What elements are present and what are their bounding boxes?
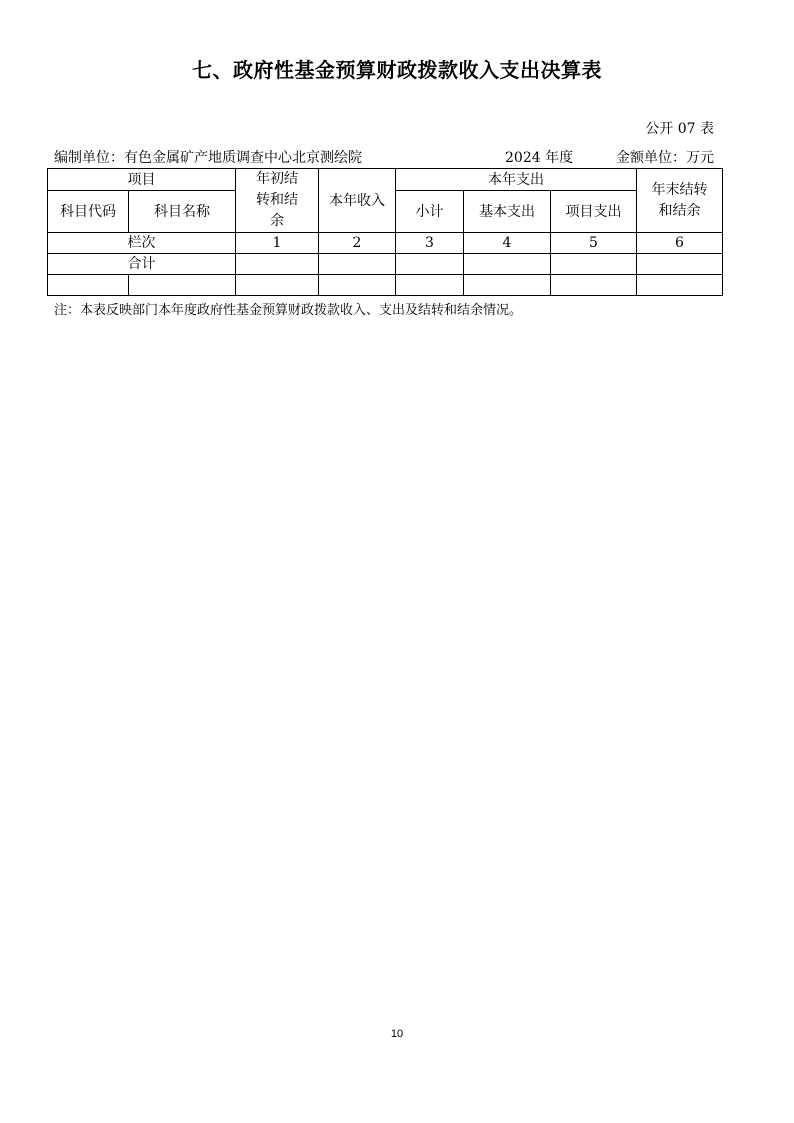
table-cell: [319, 275, 396, 296]
column-number-cell: 6: [637, 233, 723, 254]
form-number: 公开 07 表: [645, 121, 714, 137]
total-label: 合计: [48, 254, 236, 275]
closing-balance-label: 年末结转和结余: [651, 181, 708, 219]
compiling-unit: 编制单位：有色金属矿产地质调查中心北京测绘院: [54, 150, 362, 166]
column-number-cell: 2: [319, 233, 396, 254]
table-cell: [236, 254, 319, 275]
page-title: 七、政府性基金预算财政拨款收入支出决算表: [192, 58, 602, 82]
fiscal-year: 2024 年度: [505, 150, 574, 166]
opening-balance-header: [236, 169, 319, 233]
page-number: 10: [390, 1028, 404, 1040]
table-cell: [129, 275, 236, 296]
table-cell: [319, 254, 396, 275]
table-cell: [637, 275, 723, 296]
subject-name-header: 科目名称: [129, 191, 236, 233]
header-row-1: [48, 169, 723, 191]
header-info: [54, 147, 714, 167]
basic-expenditure-header: 基本支出: [464, 191, 551, 233]
column-number-cell: 5: [551, 233, 637, 254]
table-cell: [464, 254, 551, 275]
table-cell: [48, 275, 129, 296]
opening-balance-label: 年初结转和结余: [256, 171, 298, 229]
column-number-cell: 3: [396, 233, 464, 254]
table-cell: [551, 275, 637, 296]
table-cell: [396, 254, 464, 275]
subject-code-header: 科目代码: [48, 191, 129, 233]
column-number-label: 栏次: [48, 233, 236, 254]
income-header: 本年收入: [319, 169, 396, 233]
column-number-row: [48, 233, 723, 254]
table-cell: [637, 254, 723, 275]
expenditure-header: 本年支出: [396, 169, 637, 191]
amount-unit: 金额单位：万元: [616, 150, 714, 166]
project-expenditure-header: 项目支出: [551, 191, 637, 233]
table-cell: [396, 275, 464, 296]
column-number-cell: 4: [464, 233, 551, 254]
budget-table: [47, 168, 723, 296]
total-row: [48, 254, 723, 275]
table-cell: [464, 275, 551, 296]
table-cell: [236, 275, 319, 296]
table-cell: [551, 254, 637, 275]
closing-balance-header: [637, 169, 723, 233]
item-header: 项目: [48, 169, 236, 191]
subtotal-header: 小计: [396, 191, 464, 233]
table-note: 注：本表反映部门本年度政府性基金预算财政拨款收入、支出及结转和结余情况。: [54, 303, 523, 318]
table-row: [48, 275, 723, 296]
column-number-cell: 1: [236, 233, 319, 254]
